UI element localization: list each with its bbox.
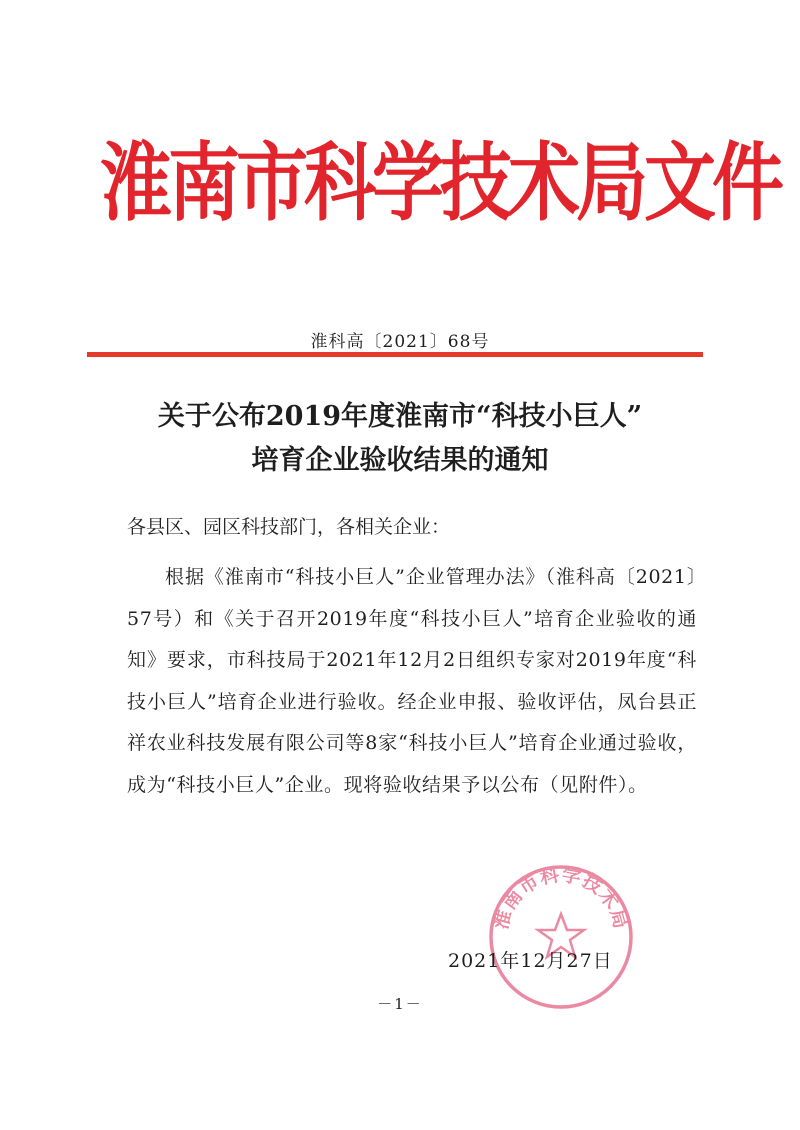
document-number: 淮科高〔2021〕68号 [310,332,490,352]
issue-date: 2021年12月27日 [448,950,613,972]
salutation: 各县区、园区科技部门，各相关企业： [127,516,451,538]
red-divider-rule [87,352,703,357]
body-paragraph: 根据《淮南市“科技小巨人”企业管理办法》（淮科高〔2021〕57号）和《关于召开2019年度“科技小巨人”培育企业验收的通知》要求，市科技局于2021年12月2日组织专家对2019年度“科技小巨人”培育企业进行验收。经企业申报、验收评估，凤台县正祥农业科技发展有限公司等8家“科技小巨人”培育企业通过验收，成为“科技小巨人”企业。现将验收结果予以公布（见附件）。 [127,566,697,796]
notice-title-line-1: 关于公布2019年度淮南市“科技小巨人” [157,401,643,432]
seal-text: 淮南市科学技术局 [489,863,633,932]
notice-title-line-2: 培育企业验收结果的通知 [251,445,549,476]
svg-text:淮南市科学技术局 [489,863,632,932]
page-number: －1－ [377,995,423,1013]
official-seal-stamp [486,862,636,1012]
header-title: 淮南市科学技术局文件 [100,133,781,233]
